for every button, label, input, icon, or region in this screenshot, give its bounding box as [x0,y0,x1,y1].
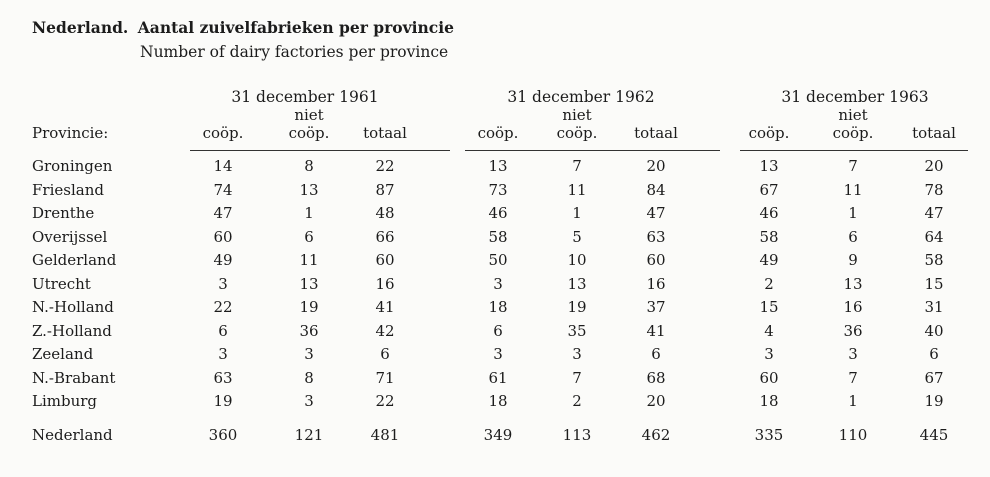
row-value: 6 [218,321,228,340]
row-value: 67 [924,368,944,387]
row-value: 16 [375,274,395,293]
row-province: Overijssel [32,227,108,246]
row-value: 5 [572,227,582,246]
row-value: 20 [924,157,944,175]
row-value: 60 [213,227,233,246]
row-value: 63 [646,227,666,246]
row-value: 16 [646,274,666,293]
col-header-niet-coop: coöp. [288,124,330,142]
header-rule [190,150,450,151]
row-value: 8 [304,368,314,387]
header-rule [740,150,968,151]
row-value: 63 [213,368,233,387]
row-province: Limburg [32,392,98,410]
table-subtitle: Number of dairy factories per province [140,43,449,61]
total-value: 110 [838,426,868,444]
row-province: Groningen [32,157,113,175]
col-header-coop: coöp. [202,124,244,142]
row-value: 1 [304,204,314,222]
row-value: 47 [924,204,944,222]
row-value: 13 [759,157,779,175]
row-value: 60 [646,251,666,269]
row-value: 13 [843,274,863,293]
row-value: 18 [488,298,508,316]
col-header-totaal: totaal [912,124,956,142]
col-header-coop: coöp. [748,124,790,142]
row-province: N.-Brabant [32,368,116,387]
row-value: 67 [759,180,779,199]
row-value: 2 [572,392,582,410]
row-value: 60 [759,368,779,387]
row-province: N.-Holland [32,298,114,316]
row-value: 13 [567,274,587,293]
row-value: 13 [299,274,319,293]
row-value: 3 [304,392,314,410]
row-value: 19 [924,392,944,410]
row-value: 6 [929,345,939,363]
total-province: Nederland [32,426,113,444]
row-value: 50 [488,251,508,269]
row-value: 11 [299,251,319,269]
total-value: 335 [754,426,784,444]
row-value: 3 [493,345,503,363]
row-value: 22 [375,392,395,410]
row-value: 47 [646,204,666,222]
row-value: 1 [848,392,858,410]
row-value: 71 [375,368,395,387]
row-value: 40 [924,321,944,340]
row-value: 2 [764,274,774,293]
row-value: 7 [572,157,582,175]
col-header-niet-coop: coöp. [556,124,598,142]
col-header-niet: niet [294,106,324,124]
row-value: 7 [848,157,858,175]
row-value: 19 [567,298,587,316]
row-value: 36 [299,321,319,340]
row-value: 20 [646,157,666,175]
row-value: 11 [843,180,863,199]
total-value: 481 [370,426,400,444]
table-title [32,18,454,37]
row-value: 15 [759,298,779,316]
total-value: 445 [919,426,949,444]
row-value: 7 [848,368,858,387]
row-value: 10 [567,251,587,269]
row-value: 31 [924,298,944,316]
row-value: 18 [488,392,508,410]
row-province: Drenthe [32,204,95,222]
row-value: 6 [493,321,503,340]
row-value: 36 [843,321,863,340]
total-value: 113 [562,426,592,444]
row-value: 49 [759,251,779,269]
row-value: 3 [493,274,503,293]
row-value: 8 [304,157,314,175]
row-value: 19 [299,298,319,316]
row-value: 61 [488,368,508,387]
row-value: 68 [646,368,666,387]
col-header-coop: coöp. [477,124,519,142]
row-value: 11 [567,180,587,199]
row-value: 3 [218,345,228,363]
row-value: 84 [646,180,666,199]
row-value: 13 [488,157,508,175]
row-value: 58 [488,227,508,246]
row-value: 4 [764,321,774,340]
row-value: 58 [924,251,944,269]
row-province: Z.-Holland [32,321,112,340]
year-header: 31 december 1962 [507,88,655,106]
row-value: 87 [375,180,395,199]
row-value: 6 [304,227,314,246]
province-header: Provincie: [32,124,109,142]
row-value: 1 [848,204,858,222]
total-value: 349 [483,426,513,444]
row-value: 60 [375,251,395,269]
row-value: 46 [488,204,508,222]
header-rule [465,150,720,151]
year-header: 31 december 1961 [231,88,379,106]
row-value: 1 [572,204,582,222]
row-value: 18 [759,392,779,410]
row-value: 66 [375,227,395,246]
row-value: 41 [375,298,395,316]
row-value: 73 [488,180,508,199]
row-value: 64 [924,227,944,246]
row-value: 3 [304,345,314,363]
total-value: 462 [641,426,671,444]
row-value: 3 [764,345,774,363]
title-country: Nederland. [32,18,129,37]
row-value: 15 [924,274,944,293]
row-value: 3 [218,274,228,293]
row-value: 7 [572,368,582,387]
row-value: 42 [375,321,395,340]
row-value: 9 [848,251,858,269]
row-value: 6 [651,345,661,363]
row-value: 14 [213,157,233,175]
row-value: 41 [646,321,666,340]
title-text: Aantal zuivelfabrieken per provincie [137,18,454,37]
total-value: 360 [208,426,238,444]
row-province: Zeeland [32,345,94,363]
row-province: Friesland [32,180,104,199]
row-value: 6 [380,345,390,363]
col-header-niet-coop: coöp. [832,124,874,142]
row-value: 49 [213,251,233,269]
col-header-niet: niet [838,106,868,124]
total-value: 121 [294,426,324,444]
row-value: 20 [646,392,666,410]
row-value: 35 [567,321,587,340]
col-header-niet: niet [562,106,592,124]
row-value: 22 [375,157,395,175]
row-value: 74 [213,180,233,199]
col-header-totaal: totaal [363,124,407,142]
row-value: 58 [759,227,779,246]
row-value: 13 [299,180,319,199]
row-province: Gelderland [32,251,117,269]
row-value: 46 [759,204,779,222]
row-value: 16 [843,298,863,316]
col-header-totaal: totaal [634,124,678,142]
row-value: 3 [572,345,582,363]
row-value: 6 [848,227,858,246]
row-value: 3 [848,345,858,363]
year-header: 31 december 1963 [781,88,929,106]
row-value: 22 [213,298,233,316]
row-value: 48 [375,204,395,222]
row-value: 47 [213,204,233,222]
row-value: 37 [646,298,666,316]
row-value: 19 [213,392,233,410]
row-province: Utrecht [32,274,91,293]
row-value: 78 [924,180,944,199]
